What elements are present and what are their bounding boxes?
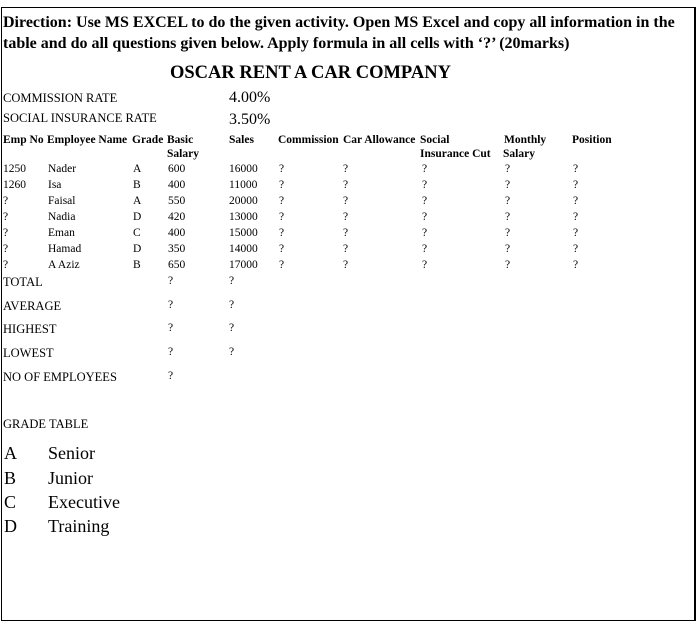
direction-line-2: table and do all questions given below. Apply formula in all cells with ‘?’ (20marks) xyxy=(3,35,570,52)
car-allowance-cell: ? xyxy=(343,243,349,255)
position-cell: ? xyxy=(573,259,579,271)
no-of-employees-label: NO OF EMPLOYEES xyxy=(3,370,117,384)
basic-salary-cell: 400 xyxy=(168,179,186,191)
commission-rate-label: COMMISSION RATE xyxy=(3,91,118,105)
header-social-line1: Social xyxy=(420,134,450,146)
grade-code: D xyxy=(4,516,17,536)
position-cell: ? xyxy=(573,179,579,191)
commission-cell: ? xyxy=(279,163,285,175)
emp-no-cell: ? xyxy=(3,243,9,255)
grade-label: Training xyxy=(48,516,110,536)
social-insurance-cell: ? xyxy=(422,163,428,175)
header-commission: Commission xyxy=(278,134,339,146)
car-allowance-cell: ? xyxy=(343,163,349,175)
social-insurance-rate-label: SOCIAL INSURANCE RATE xyxy=(3,111,157,125)
grade-label: Executive xyxy=(48,492,120,512)
header-emp-no: Emp No xyxy=(3,134,44,146)
basic-salary-cell: 550 xyxy=(168,195,186,207)
total-label: TOTAL xyxy=(3,275,43,289)
lowest-sales-cell: ? xyxy=(229,346,235,358)
header-employee-name: Employee Name xyxy=(47,134,128,146)
grade-label: Senior xyxy=(48,443,95,463)
lowest-label: LOWEST xyxy=(3,346,54,360)
emp-no-cell: ? xyxy=(3,195,9,207)
company-title: OSCAR RENT A CAR COMPANY xyxy=(170,63,451,83)
commission-cell: ? xyxy=(279,195,285,207)
emp-no-cell: ? xyxy=(3,227,9,239)
no-of-employees-cell: ? xyxy=(168,370,174,382)
emp-no-cell: ? xyxy=(3,259,9,271)
grade-cell: D xyxy=(133,211,142,223)
average-label: AVERAGE xyxy=(3,299,62,313)
sales-cell: 13000 xyxy=(229,211,258,223)
sales-cell: 17000 xyxy=(229,259,258,271)
social-insurance-cell: ? xyxy=(422,259,428,271)
header-position: Position xyxy=(572,134,612,146)
name-cell: Faisal xyxy=(48,195,76,207)
position-cell: ? xyxy=(573,243,579,255)
name-cell: Nader xyxy=(48,163,77,175)
social-insurance-cell: ? xyxy=(422,243,428,255)
emp-no-cell: 1250 xyxy=(3,163,26,175)
name-cell: Nadia xyxy=(48,211,76,223)
total-basic-cell: ? xyxy=(168,275,174,287)
header-monthly-salary xyxy=(503,133,546,161)
grade-code: A xyxy=(4,443,17,463)
social-insurance-cell: ? xyxy=(422,227,428,239)
car-allowance-cell: ? xyxy=(343,227,349,239)
emp-no-cell: 1260 xyxy=(3,179,26,191)
car-allowance-cell: ? xyxy=(343,259,349,271)
grade-cell: B xyxy=(133,179,141,191)
sales-cell: 20000 xyxy=(229,195,258,207)
sales-cell: 16000 xyxy=(229,163,258,175)
monthly-salary-cell: ? xyxy=(505,211,511,223)
social-insurance-rate-value: 3.50% xyxy=(229,111,271,128)
grade-code: C xyxy=(4,492,17,512)
name-cell: A Aziz xyxy=(48,259,80,271)
header-basic-salary-line1: Basic xyxy=(167,134,194,146)
position-cell: ? xyxy=(573,227,579,239)
monthly-salary-cell: ? xyxy=(505,163,511,175)
lowest-basic-cell: ? xyxy=(168,346,174,358)
monthly-salary-cell: ? xyxy=(505,259,511,271)
car-allowance-cell: ? xyxy=(343,195,349,207)
position-cell: ? xyxy=(573,195,579,207)
basic-salary-cell: 600 xyxy=(168,163,186,175)
name-cell: Hamad xyxy=(48,243,82,255)
header-social-insurance-cut xyxy=(420,133,491,161)
highest-label: HIGHEST xyxy=(3,322,57,336)
average-sales-cell: ? xyxy=(229,299,235,311)
position-cell: ? xyxy=(573,211,579,223)
sales-cell: 14000 xyxy=(229,243,258,255)
sales-cell: 11000 xyxy=(229,179,258,191)
name-cell: Isa xyxy=(48,179,62,191)
social-insurance-cell: ? xyxy=(422,179,428,191)
direction-line-1: Direction: Use MS EXCEL to do the given activity. Open MS Excel and copy all information in the xyxy=(3,14,675,31)
header-monthly-line1: Monthly xyxy=(504,134,547,146)
emp-no-cell: ? xyxy=(3,211,9,223)
monthly-salary-cell: ? xyxy=(505,243,511,255)
average-basic-cell: ? xyxy=(168,299,174,311)
grade-cell: B xyxy=(133,259,141,271)
name-cell: Eman xyxy=(48,227,75,239)
highest-basic-cell: ? xyxy=(168,322,174,334)
commission-cell: ? xyxy=(279,179,285,191)
position-cell: ? xyxy=(573,163,579,175)
commission-cell: ? xyxy=(279,243,285,255)
header-basic-salary-line2: Salary xyxy=(167,148,199,160)
monthly-salary-cell: ? xyxy=(505,227,511,239)
grade-table-title: GRADE TABLE xyxy=(3,417,89,431)
header-monthly-line2: Salary xyxy=(503,148,535,160)
header-sales: Sales xyxy=(229,134,254,146)
grade-cell: A xyxy=(133,163,142,175)
car-allowance-cell: ? xyxy=(343,179,349,191)
grade-cell: A xyxy=(133,195,142,207)
header-social-line2: Insurance Cut xyxy=(420,148,491,160)
social-insurance-cell: ? xyxy=(422,195,428,207)
car-allowance-cell: ? xyxy=(343,211,349,223)
sales-cell: 15000 xyxy=(229,227,258,239)
commission-cell: ? xyxy=(279,227,285,239)
commission-rate-value: 4.00% xyxy=(229,89,271,106)
grade-label: Junior xyxy=(48,468,93,488)
grade-code: B xyxy=(4,468,17,488)
total-sales-cell: ? xyxy=(229,275,235,287)
highest-sales-cell: ? xyxy=(229,322,235,334)
monthly-salary-cell: ? xyxy=(505,179,511,191)
grade-cell: D xyxy=(133,243,142,255)
commission-cell: ? xyxy=(279,259,285,271)
header-grade: Grade xyxy=(132,134,164,146)
social-insurance-cell: ? xyxy=(422,211,428,223)
monthly-salary-cell: ? xyxy=(505,195,511,207)
basic-salary-cell: 420 xyxy=(168,211,186,223)
header-car-allowance: Car Allowance xyxy=(343,134,416,146)
header-basic-salary xyxy=(167,133,199,161)
basic-salary-cell: 650 xyxy=(168,259,186,271)
grade-cell: C xyxy=(133,227,141,239)
commission-cell: ? xyxy=(279,211,285,223)
basic-salary-cell: 400 xyxy=(168,227,186,239)
basic-salary-cell: 350 xyxy=(168,243,186,255)
